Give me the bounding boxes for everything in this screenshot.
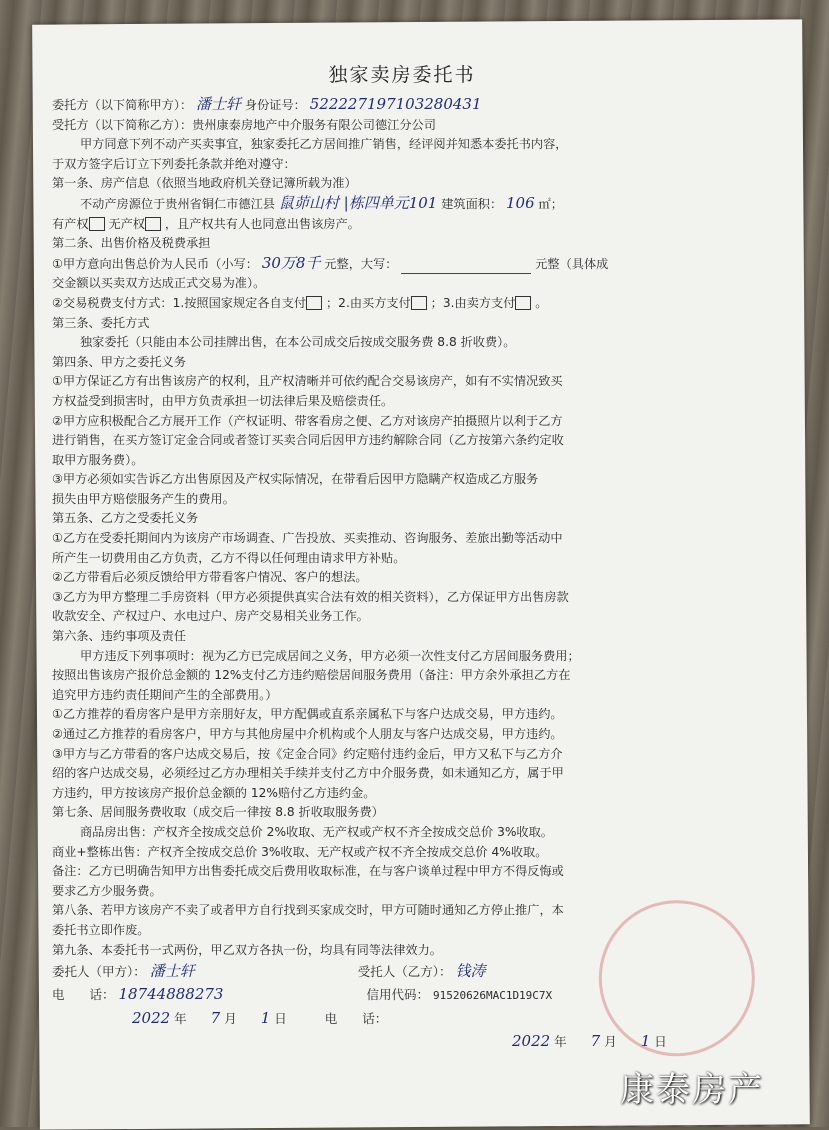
article-3-text: 独家委托（只能由本公司挂牌出售，在本公司成交后按成交服务费 8.8 折收费）。: [80, 335, 516, 350]
credit-code: 91520626MAC1D19C7X: [432, 989, 553, 1003]
clause-text: 进行销售，在买方签订定金合同或者签订买卖合同后因甲方违约解除合同（乙方按第六条约定收: [52, 433, 564, 448]
article-4-heading: 第四条、甲方之委托义务: [52, 354, 187, 369]
price-handwriting: 30万8千: [261, 253, 321, 272]
tax-option-1-checkbox: [306, 296, 322, 310]
clause-text: 所产生一切费用由乙方负责，乙方不得以任何理由请求甲方补贴。: [52, 550, 406, 565]
clause-text: 甲方违反下列事项时：视为乙方已完成居间之义务，甲方必须一次性支付乙方居间服务费用；: [80, 648, 580, 663]
clause-text: ③甲方与乙方带看的客户达成交易后，按《定金合同》约定赔付违约金后，甲方又私下与乙方介: [52, 746, 563, 761]
principal-line: 委托方（以下简称甲方）： 潘士轩 身份证号： 522227197103280431: [52, 95, 482, 113]
clause-text: ②通过乙方推荐的看房客户，甲方与其他房屋中介机构或个人朋友与客户达成交易，甲方违约。: [52, 727, 563, 741]
article-5-heading: 第五条、乙方之受委托义务: [52, 511, 199, 526]
clause-text: 方违约，甲方按该房产报价总金额的 12%赔付乙方违约金。: [52, 785, 376, 800]
clause-text: 按照出售该房产报价总金额的 12%支付乙方违约赔偿居间服务费用（备注：甲方余外承担乙方在: [52, 668, 571, 683]
clause-text: ②乙方带看后必须反馈给甲方带看客户情况、客户的想法。: [52, 570, 368, 585]
document-title: 独家卖房委托书: [328, 64, 476, 86]
clause-text: 绍的客户达成交易，必须经过乙方办理相关手续并支付乙方中介服务费，如未通知乙方，属于甲: [52, 766, 564, 781]
clause-text: ③乙方为甲方整理二手房资料（甲方必须提供真实合法有效的相关资料），乙方保证甲方出售房款: [52, 589, 569, 604]
phone-handwriting: 18744888273: [118, 985, 224, 1004]
clause-text: 取甲方服务费）。: [52, 452, 144, 467]
article-9-heading: 第九条、本委托书一式两份，甲乙双方各执一份，均具有同等法律效力。: [52, 942, 442, 957]
clause-text: 商业+整栋出售：产权齐全按成交总价 3%收取、无产权或产权不齐全按成交总价 4%收取。: [52, 844, 548, 859]
property-location-line: 不动产房源位于贵州省铜仁市德江县 鼠茆山村 |栋四单元101 建筑面积： 106 ㎡；: [80, 193, 563, 212]
trustee-date-row: 2022 年 7 月 1 日: [512, 1032, 667, 1051]
brand-watermark: 康泰房产: [620, 1070, 764, 1110]
has-rights-checkbox: [89, 217, 105, 231]
clause-text: 要求乙方少服务费。: [52, 883, 162, 898]
clause-text: 商品房出售：产权齐全按成交总价 2%收取、无产权或产权不齐全按成交总价 3%收取。: [80, 824, 553, 839]
phone-credit-row: 电 话： 18744888273 信用代码： 91520626MAC1D19C7X: [52, 985, 553, 1004]
clause-text: 追究甲方违约责任期间产生的全部费用。）: [52, 687, 278, 702]
article-2-heading: 第二条、出售价格及税费承担: [52, 236, 211, 251]
clause-text: 收款安全、产权过户、水电过户、房产交易相关业务工作。: [52, 609, 369, 624]
article-1-heading: 第一条、房产信息（依照当地政府机关登记簿所载为准）: [52, 176, 357, 191]
property-rights-line: 有产权 无产权 ，且产权共有人也同意出售该房产。: [52, 216, 360, 231]
tax-option-2-checkbox: [411, 296, 427, 310]
tax-line: ②交易税费支付方式：1.按照国家规定各自支付 ；2.由买方支付 ；3.由卖方支付 。: [52, 295, 548, 310]
clause-text: ①乙方在受委托期间内为该房产市场调查、广告投放、买卖推动、咨询服务、差旅出勤等活动中: [52, 531, 563, 546]
article-3-heading: 第三条、委托方式: [52, 315, 150, 330]
clause-text: ③甲方必须如实告诉乙方出售原因及产权实际情况，在带看后因甲方隐瞒产权造成乙方服务: [52, 472, 539, 487]
article-7-heading: 第七条、居间服务费收取（成交后一律按 8.8 折收取服务费）: [52, 805, 384, 820]
clause-text: 方权益受到损害时，由甲方负责承担一切法律后果及赔偿责任。: [52, 393, 394, 408]
article-6-heading: 第六条、违约事项及责任: [52, 629, 187, 644]
price-note: 交金额以买卖双方达成正式交易为准）。: [52, 276, 266, 291]
article-8-heading: 第八条、若甲方该房产不卖了或者甲方自行找到买家成交时，甲方可随时通知乙方停止推广，本: [52, 903, 564, 918]
intro-line-1: 甲方同意下列不动产买卖事宜，独家委托乙方居间推广销售，经评阅并知悉本委托书内容，: [80, 137, 568, 152]
clause-text: ①乙方推荐的看房客户是甲方亲朋好友，甲方配偶或直系亲属私下与客户达成交易，甲方违约。: [52, 707, 563, 722]
signature-row: 委托人（甲方）： 潘士轩 受托人（乙方）： 钱涛: [52, 962, 486, 981]
id-number-handwriting: 522227197103280431: [309, 95, 482, 113]
principal-name-handwriting: 潘士轩: [196, 95, 242, 113]
tax-option-3-checkbox: [515, 296, 531, 310]
trustee-signature: 钱涛: [455, 962, 486, 981]
contract-body: [52, 60, 752, 1053]
date-row: 2022 年 7 月 1 日 电 话：: [132, 1009, 388, 1028]
clause-text: ①甲方保证乙方有出售该房产的权利，且产权清晰并可依约配合交易该房产，如有不实情况致买: [52, 374, 563, 389]
clause-text: 损失由甲方赔偿服务产生的费用。: [52, 491, 235, 506]
clause-text: ②甲方应积极配合乙方展开工作（产权证明、带客看房之便、乙方对该房产拍摄照片以利于乙方: [52, 413, 563, 428]
clause-text: 备注：乙方已明确告知甲方出售委托成交后费用收取标准，在与客户谈单过程中甲方不得反悔或: [52, 864, 564, 879]
no-rights-checkbox: [145, 217, 161, 231]
principal-signature: 潘士轩: [149, 962, 195, 981]
clause-text: 委托书立即作废。: [52, 922, 150, 937]
price-line: ①甲方意向出售总价为人民币（小写： 30万8千 元整，大写： 元整（具体成: [52, 254, 752, 275]
area-handwriting: 106: [506, 193, 535, 212]
trustee-line: 受托方（以下简称乙方）：贵州康泰房地产中介服务有限公司德江分公司: [52, 117, 436, 132]
intro-line-2: 于双方签字后订立下列委托条款并绝对遵守：: [52, 156, 296, 171]
address-handwriting: 鼠茆山村 |栋四单元101: [278, 193, 438, 212]
